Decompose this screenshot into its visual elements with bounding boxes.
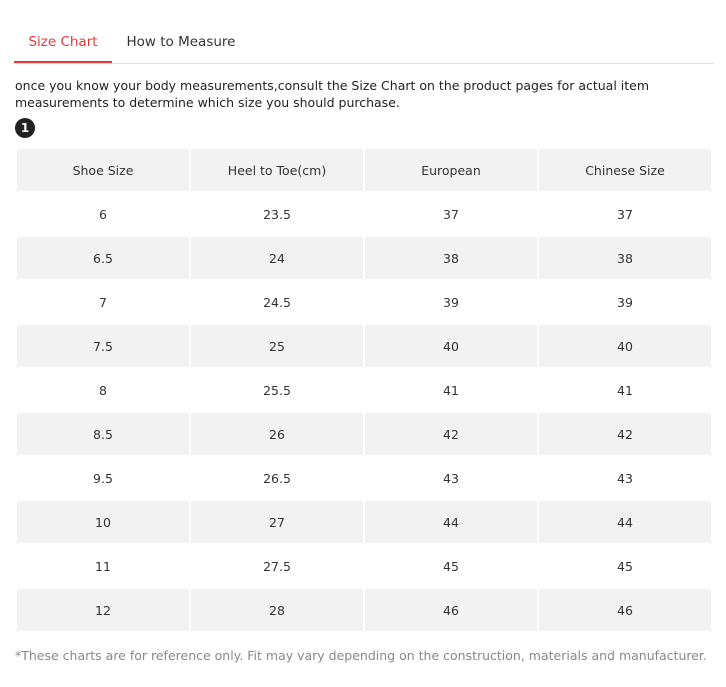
cell-european: 40: [365, 325, 537, 367]
table-row: [17, 237, 711, 279]
table-row: [17, 369, 711, 411]
table-row: [17, 281, 711, 323]
cell-shoe-size: 8: [17, 369, 189, 411]
size-chart-table: [15, 147, 713, 633]
cell-chinese-size: 37: [539, 193, 711, 235]
table-row: [17, 457, 711, 499]
table-row: [17, 545, 711, 587]
cell-european: 42: [365, 413, 537, 455]
cell-heel-to-toe: 25.5: [191, 369, 363, 411]
table-row: [17, 413, 711, 455]
tab-bar: [14, 22, 714, 64]
cell-chinese-size: 39: [539, 281, 711, 323]
cell-chinese-size: 43: [539, 457, 711, 499]
table-header-row: [17, 149, 711, 191]
intro-text: once you know your body measurements,consult the Size Chart on the product pages for actual item measurements to determine which size you should purchase.: [15, 78, 650, 110]
cell-shoe-size: 7: [17, 281, 189, 323]
cell-shoe-size: 11: [17, 545, 189, 587]
cell-shoe-size: 9.5: [17, 457, 189, 499]
cell-heel-to-toe: 27.5: [191, 545, 363, 587]
cell-european: 43: [365, 457, 537, 499]
header-heel-to-toe: Heel to Toe(cm): [191, 149, 363, 191]
cell-european: 44: [365, 501, 537, 543]
cell-heel-to-toe: 28: [191, 589, 363, 631]
table-row: [17, 193, 711, 235]
table-row: [17, 325, 711, 367]
cell-heel-to-toe: 25: [191, 325, 363, 367]
cell-european: 41: [365, 369, 537, 411]
cell-shoe-size: 6: [17, 193, 189, 235]
cell-shoe-size: 10: [17, 501, 189, 543]
cell-european: 38: [365, 237, 537, 279]
table-row: [17, 501, 711, 543]
cell-shoe-size: 8.5: [17, 413, 189, 455]
cell-heel-to-toe: 23.5: [191, 193, 363, 235]
cell-chinese-size: 45: [539, 545, 711, 587]
step-number-badge: 1: [15, 118, 35, 138]
cell-chinese-size: 46: [539, 589, 711, 631]
cell-european: 37: [365, 193, 537, 235]
cell-european: 39: [365, 281, 537, 323]
cell-heel-to-toe: 27: [191, 501, 363, 543]
cell-chinese-size: 40: [539, 325, 711, 367]
cell-heel-to-toe: 24: [191, 237, 363, 279]
tab-size-chart[interactable]: Size Chart: [14, 22, 112, 63]
cell-shoe-size: 6.5: [17, 237, 189, 279]
header-chinese-size: Chinese Size: [539, 149, 711, 191]
cell-european: 45: [365, 545, 537, 587]
table-row: [17, 589, 711, 631]
reference-footnote: *These charts are for reference only. Fit may vary depending on the construction, materials and manufacturer.: [15, 648, 707, 663]
cell-shoe-size: 12: [17, 589, 189, 631]
cell-heel-to-toe: 26.5: [191, 457, 363, 499]
tab-how-to-measure[interactable]: How to Measure: [126, 34, 236, 50]
cell-heel-to-toe: 26: [191, 413, 363, 455]
cell-heel-to-toe: 24.5: [191, 281, 363, 323]
cell-chinese-size: 41: [539, 369, 711, 411]
cell-chinese-size: 44: [539, 501, 711, 543]
cell-chinese-size: 42: [539, 413, 711, 455]
header-shoe-size: Shoe Size: [17, 149, 189, 191]
cell-shoe-size: 7.5: [17, 325, 189, 367]
cell-european: 46: [365, 589, 537, 631]
cell-chinese-size: 38: [539, 237, 711, 279]
header-european: European: [365, 149, 537, 191]
